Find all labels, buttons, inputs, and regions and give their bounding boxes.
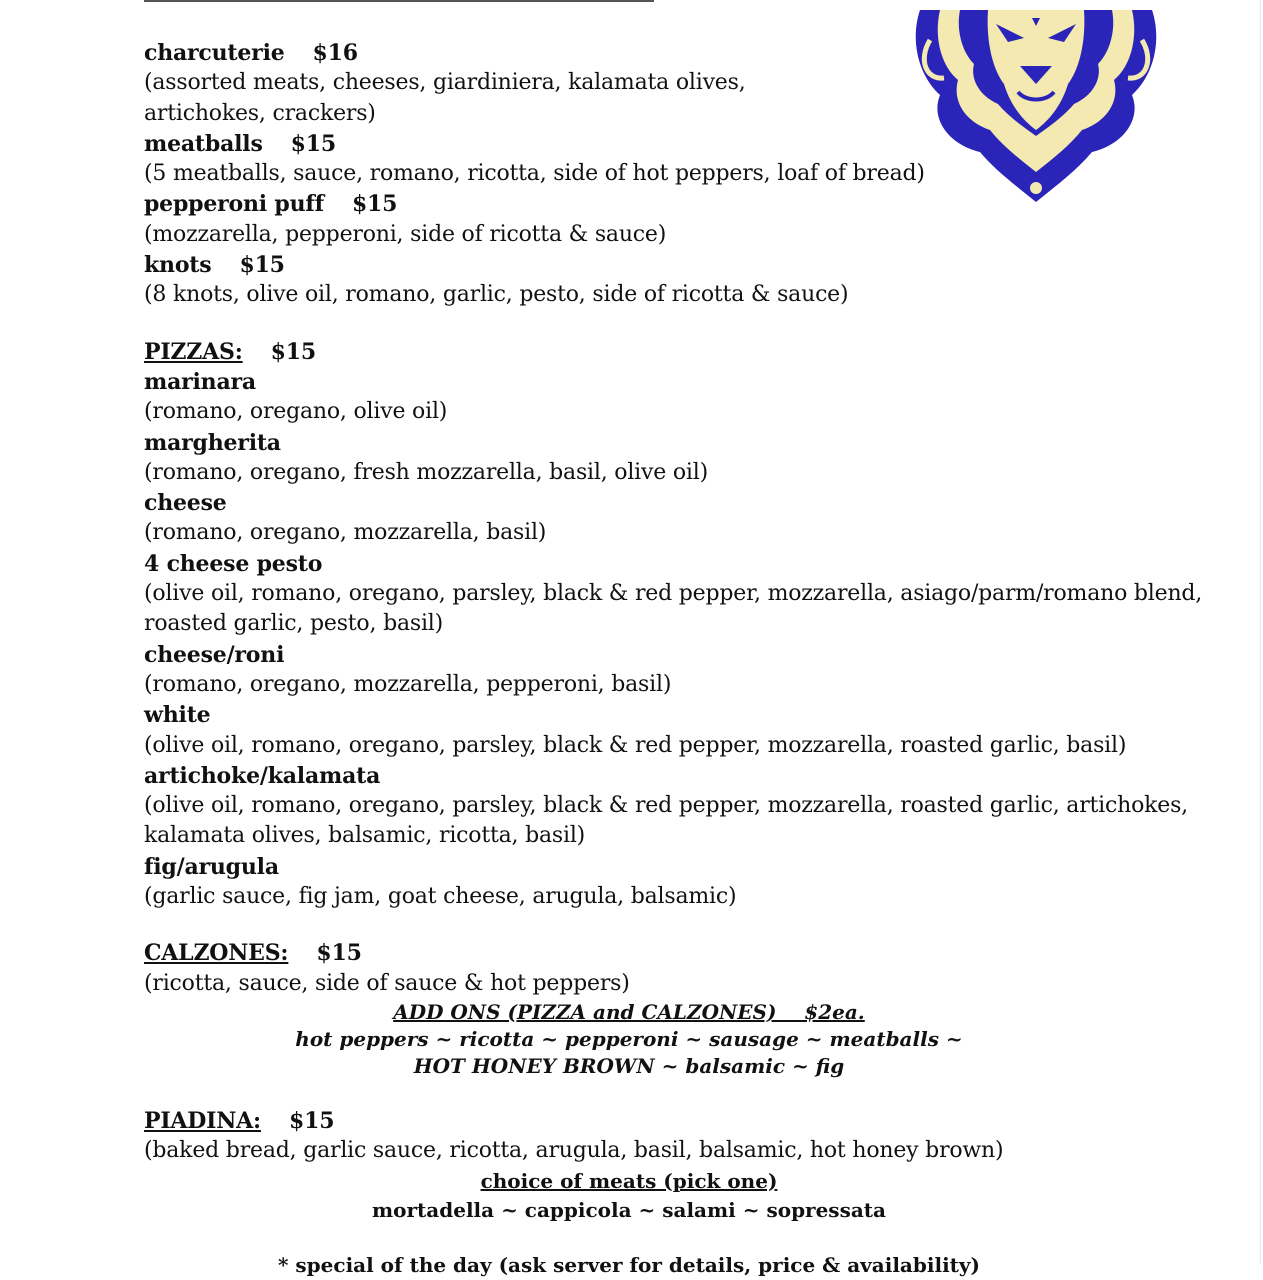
pizza-desc: (romano, oregano, mozzarella, pepperoni, basil) — [144, 671, 672, 697]
item-desc: (mozzarella, pepperoni, side of ricotta & sauce) — [144, 221, 667, 247]
choice-list: mortadella ~ cappicola ~ salami ~ sopressata — [372, 1197, 886, 1222]
pizza-name: cheese — [144, 490, 227, 517]
pizzas-heading — [144, 337, 1144, 367]
top-rule — [144, 0, 654, 2]
item-name: knots — [144, 252, 212, 279]
item-desc: (5 meatballs, sauce, romano, ricotta, side of hot peppers, loaf of bread) — [144, 161, 925, 187]
section-price: $15 — [316, 940, 362, 967]
item-price: $15 — [239, 252, 285, 279]
pizza-name: marinara — [144, 368, 256, 395]
pizza-desc: (romano, oregano, mozzarella, basil) — [144, 520, 547, 546]
pizza-name: fig/arugula — [144, 853, 279, 880]
item-meatballs — [144, 129, 1144, 159]
pizza-desc: (garlic sauce, fig jam, goat cheese, arugula, balsamic) — [144, 884, 737, 910]
item-price: $15 — [290, 130, 336, 157]
pizza-desc: (olive oil, romano, oregano, parsley, black & red pepper, mozzarella, asiago/parm/romano blend, — [144, 581, 1203, 607]
pizza-name: 4 cheese pesto — [144, 550, 323, 577]
section-title: PIZZAS: — [144, 338, 243, 365]
item-desc: artichokes, crackers) — [144, 100, 376, 126]
section-price: $15 — [288, 1107, 335, 1134]
item-desc: (assorted meats, cheeses, giardiniera, kalamata olives, — [144, 70, 746, 96]
pizza-desc: kalamata olives, balsamic, ricotta, basil) — [144, 823, 586, 849]
page-edge — [1260, 0, 1261, 1264]
section-title: PIADINA: — [144, 1107, 261, 1134]
addons-line: hot peppers ~ ricotta ~ pepperoni ~ sausage ~ meatballs ~ — [295, 1026, 963, 1051]
choice-title: choice of meats (pick one) — [480, 1168, 778, 1193]
section-price: $15 — [270, 338, 316, 365]
menu — [144, 38, 1203, 1280]
item-desc: (8 knots, olive oil, romano, garlic, pesto, side of ricotta & sauce) — [144, 282, 849, 308]
pizza-name: margherita — [144, 429, 281, 456]
pizza-desc: (olive oil, romano, oregano, parsley, black & red pepper, mozzarella, roasted garlic, artichokes, — [144, 793, 1188, 819]
pizza-name: cheese/roni — [144, 641, 285, 668]
pizza-desc: (romano, oregano, olive oil) — [144, 399, 448, 425]
addons-line: HOT HONEY BROWN ~ balsamic ~ fig — [413, 1053, 845, 1078]
item-name: meatballs — [144, 130, 263, 157]
footer-special: * special of the day (ask server for details, price & availability) — [278, 1252, 980, 1277]
item-pepperoni-puff — [144, 189, 1144, 219]
item-knots — [144, 250, 1144, 280]
piadina-heading — [144, 1106, 1144, 1136]
addons-title: ADD ONS (PIZZA and CALZONES) $2ea. — [393, 999, 865, 1024]
pizza-desc: (olive oil, romano, oregano, parsley, black & red pepper, mozzarella, roasted garlic, basil) — [144, 732, 1127, 758]
item-name: pepperoni puff — [144, 191, 324, 218]
item-name: charcuterie — [144, 40, 285, 66]
piadina-desc: (baked bread, garlic sauce, ricotta, arugula, basil, balsamic, hot honey brown) — [144, 1138, 1004, 1164]
pizza-desc: roasted garlic, pesto, basil) — [144, 611, 444, 637]
pizza-name: artichoke/kalamata — [144, 762, 381, 789]
item-charcuterie — [144, 38, 1144, 68]
calzones-heading — [144, 938, 1144, 968]
item-price: $15 — [351, 191, 398, 218]
pizza-desc: (romano, oregano, fresh mozzarella, basil, olive oil) — [144, 459, 708, 485]
calzones-desc: (ricotta, sauce, side of sauce & hot peppers) — [144, 970, 630, 996]
pizza-name: white — [144, 702, 211, 729]
section-title: CALZONES: — [144, 940, 289, 967]
item-price: $16 — [312, 40, 358, 66]
